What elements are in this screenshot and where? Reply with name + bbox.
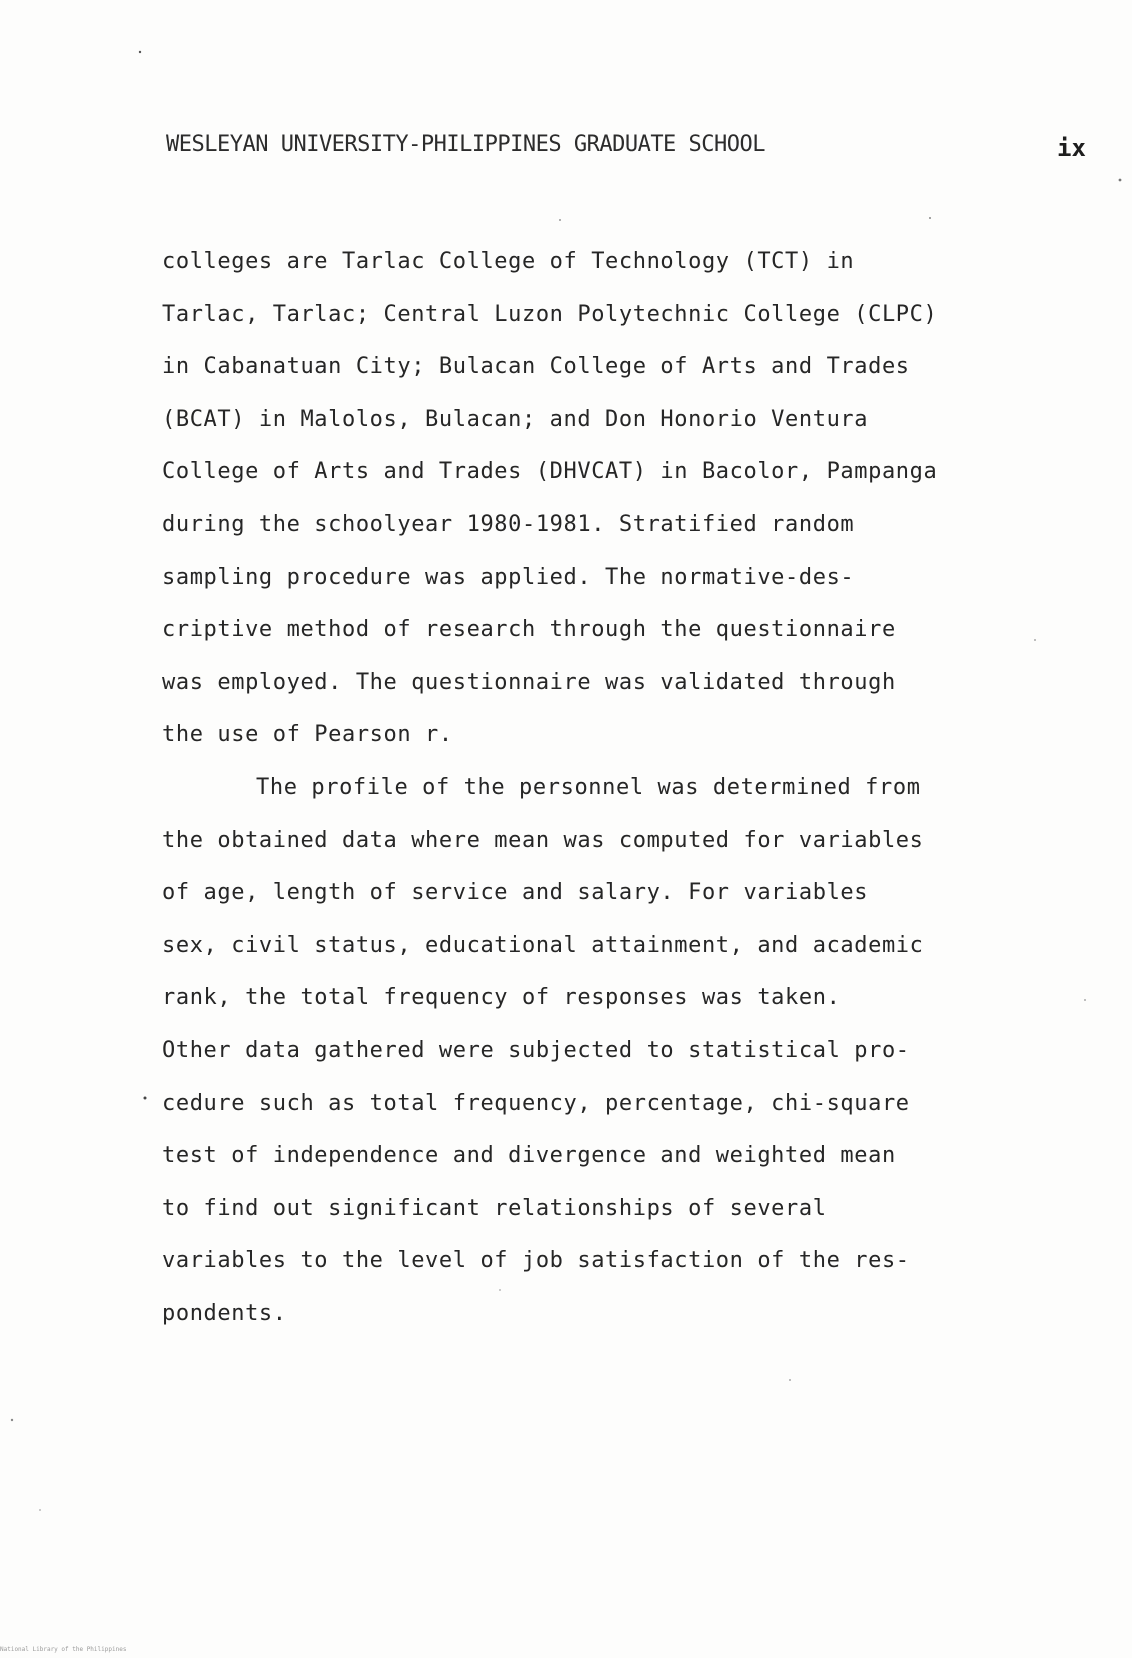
body-line: sex, civil status, educational attainment, and academic — [162, 932, 924, 958]
body-line: rank, the total frequency of responses was taken. — [162, 985, 841, 1011]
paragraph-start-line: The profile of the personnel was determined from — [256, 774, 921, 800]
body-line: to find out significant relationships of several — [162, 1195, 827, 1221]
body-line: during the schoolyear 1980-1981. Stratified random — [162, 511, 855, 537]
body-line: Tarlac, Tarlac; Central Luzon Polytechnic College (CLPC) — [162, 301, 938, 327]
body-line: cedure such as total frequency, percentage, chi-square — [162, 1090, 910, 1116]
header-title: WESLEYAN UNIVERSITY-PHILIPPINES GRADUATE SCHOOL — [166, 132, 766, 157]
body-line: in Cabanatuan City; Bulacan College of Arts and Trades — [162, 354, 910, 380]
body-line: (BCAT) in Malolos, Bulacan; and Don Honorio Ventura — [162, 406, 869, 432]
body-line: was employed. The questionnaire was validated through — [162, 669, 896, 695]
body-line: colleges are Tarlac College of Technology (TCT) in — [162, 249, 855, 274]
body-line: College of Arts and Trades (DHVCAT) in Bacolor, Pampanga — [162, 459, 938, 485]
body-line: sampling procedure was applied. The normative-des- — [162, 564, 855, 590]
footer-note: National Library of the Philippines — [0, 1646, 127, 1653]
body-line: pondents. — [162, 1300, 287, 1326]
body-line: test of independence and divergence and weighted mean — [162, 1143, 896, 1169]
body-line: Other data gathered were subjected to statistical pro- — [162, 1037, 910, 1063]
body-text — [162, 236, 1082, 1340]
body-line: criptive method of research through the questionnaire — [162, 617, 896, 643]
body-line: the use of Pearson r. — [162, 722, 453, 748]
page-number: ix — [1057, 134, 1086, 162]
body-line: the obtained data where mean was computed for variables — [162, 827, 924, 853]
body-line: of age, length of service and salary. For variables — [162, 880, 869, 906]
body-line: variables to the level of job satisfaction of the res- — [162, 1248, 910, 1274]
